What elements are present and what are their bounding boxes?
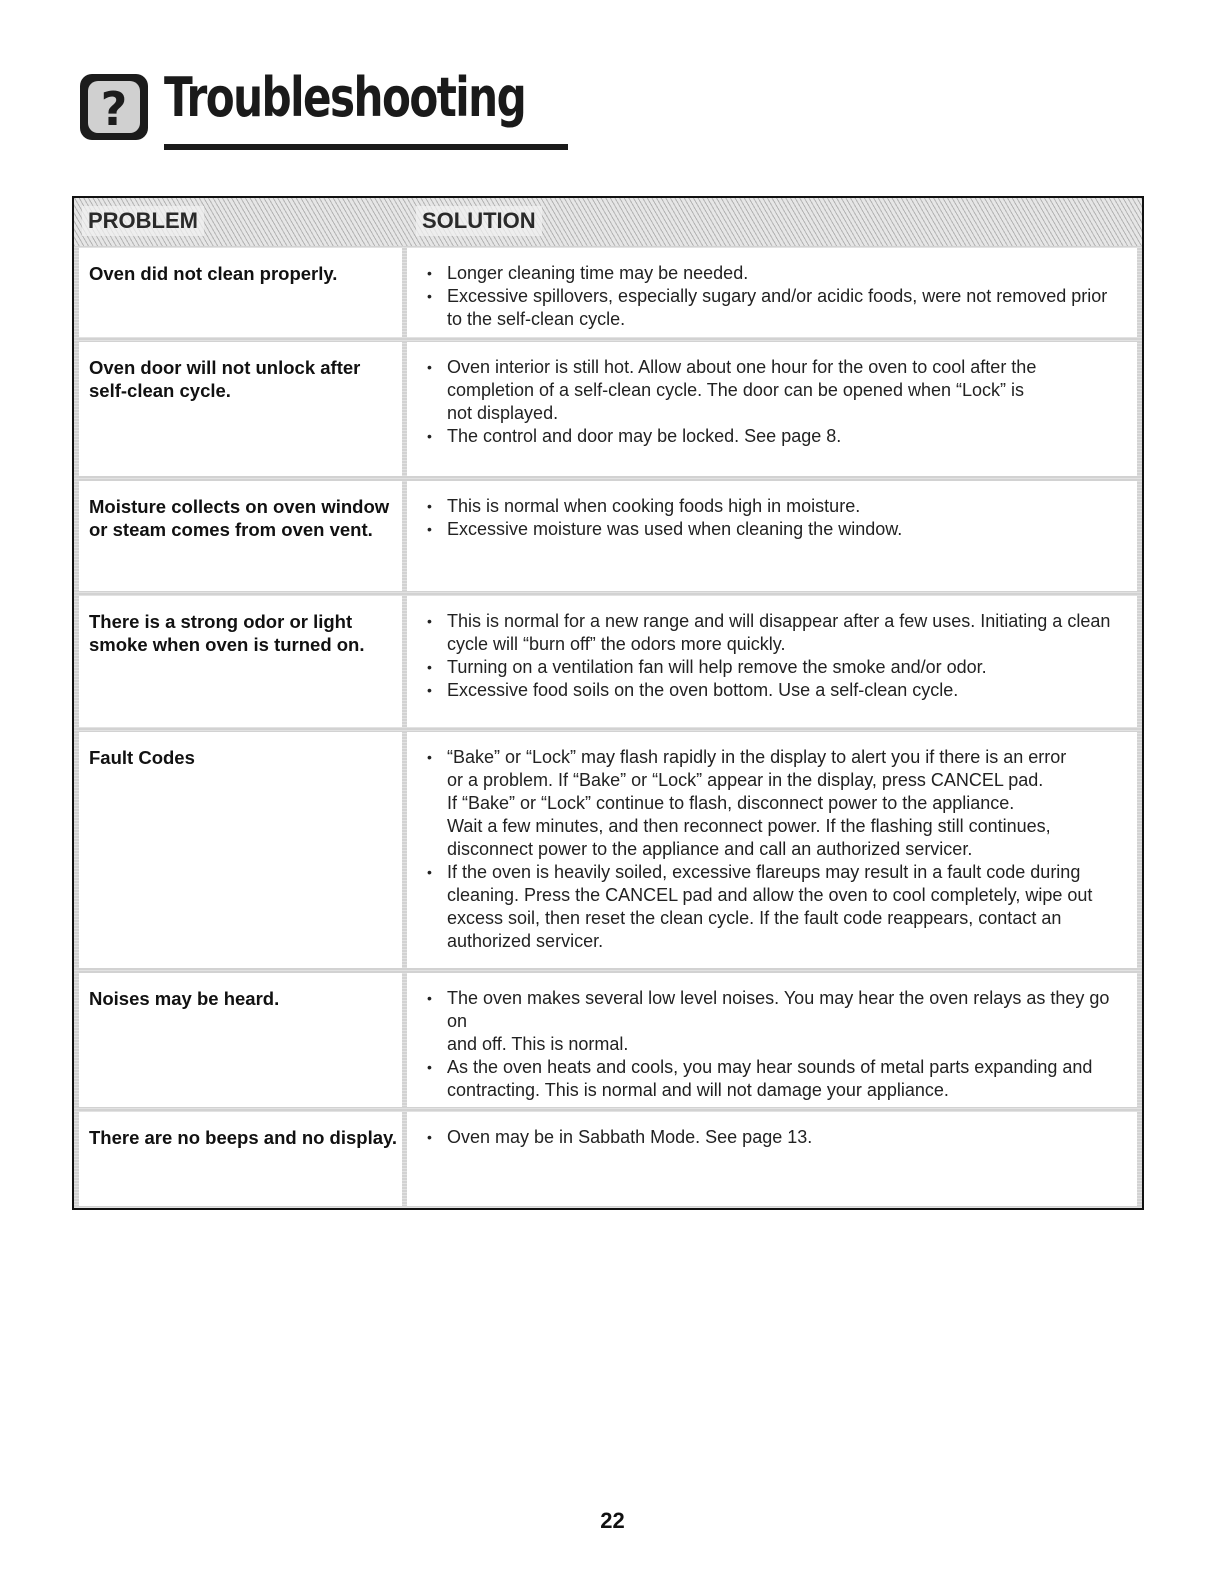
solution-item: • This is normal when cooking foods high in moisture.	[427, 495, 1129, 518]
table-row	[74, 732, 1142, 968]
problem-text: Moisture collects on oven window or steam comes from oven vent.	[89, 496, 390, 540]
table-row	[74, 596, 1142, 727]
solution-list	[427, 746, 1129, 953]
title-underline	[164, 144, 568, 150]
solution-item: • Turning on a ventilation fan will help remove the smoke and/or odor.	[427, 656, 1129, 679]
troubleshooting-table	[72, 196, 1144, 1210]
table-row	[74, 1112, 1142, 1206]
solution-list	[427, 356, 1129, 448]
solution-column-header: SOLUTION	[406, 198, 1142, 246]
solution-item: • Oven may be in Sabbath Mode. See page 13.	[427, 1126, 1129, 1149]
solution-item: • Excessive moisture was used when cleaning the window.	[427, 518, 1129, 541]
svg-text:?: ?	[100, 82, 128, 136]
table-row	[74, 248, 1142, 337]
solution-item: • As the oven heats and cools, you may hear sounds of metal parts expanding and contracting. This is normal and will not damage your appliance.	[427, 1056, 1129, 1102]
page-title: Troubleshooting	[164, 66, 526, 129]
solution-item: • “Bake” or “Lock” may flash rapidly in the display to alert you if there is an error or a problem. If “Bake” or “Lock” appear in the display, press CANCEL pad. If “Bake” or “Lock” continue to flash, disconnect power to the appliance. Wait a few minutes, and then reconnect power. If the flashing still continues, disconnect power to the appliance and call an authorized servicer.	[427, 746, 1129, 861]
table-row	[74, 481, 1142, 591]
problem-text: Oven did not clean properly.	[89, 263, 338, 284]
table-row	[74, 342, 1142, 476]
problem-text: Fault Codes	[89, 747, 195, 768]
solution-item: • Excessive food soils on the oven bottom. Use a self-clean cycle.	[427, 679, 1129, 702]
problem-text: There is a strong odor or light smoke when oven is turned on.	[89, 611, 365, 655]
solution-list	[427, 495, 1129, 541]
solution-list	[427, 610, 1129, 702]
solution-item: • Excessive spillovers, especially sugary and/or acidic foods, were not removed prior to the self-clean cycle.	[427, 285, 1129, 331]
page-number: 22	[600, 1508, 625, 1533]
solution-list	[427, 987, 1129, 1102]
table-row	[74, 973, 1142, 1107]
problem-text: Noises may be heard.	[89, 988, 280, 1009]
solution-item: • If the oven is heavily soiled, excessive flareups may result in a fault code during cleaning. Press the CANCEL pad and allow the oven to cool completely, wipe out excess soil, then reset the clean cycle. If the fault code reappears, contact an authorized servicer.	[427, 861, 1129, 953]
solution-list	[427, 262, 1129, 331]
solution-item: • This is normal for a new range and will disappear after a few uses. Initiating a clean cycle will “burn off” the odors more quickly.	[427, 610, 1129, 656]
problem-text: Oven door will not unlock after self-clean cycle.	[89, 357, 361, 401]
solution-item: • The oven makes several low level noises. You may hear the oven relays as they go on and off. This is normal.	[427, 987, 1129, 1056]
problem-column-header: PROBLEM	[74, 198, 404, 246]
problem-text: There are no beeps and no display.	[89, 1127, 398, 1148]
question-mark-icon	[80, 74, 148, 140]
table-header	[74, 198, 1142, 246]
solution-item: • Oven interior is still hot. Allow about one hour for the oven to cool after the completion of a self-clean cycle. The door can be opened when “Lock” is not displayed.	[427, 356, 1129, 425]
solution-item: • The control and door may be locked. See page 8.	[427, 425, 1129, 448]
solution-item: • Longer cleaning time may be needed.	[427, 262, 1129, 285]
solution-list	[427, 1126, 1129, 1149]
